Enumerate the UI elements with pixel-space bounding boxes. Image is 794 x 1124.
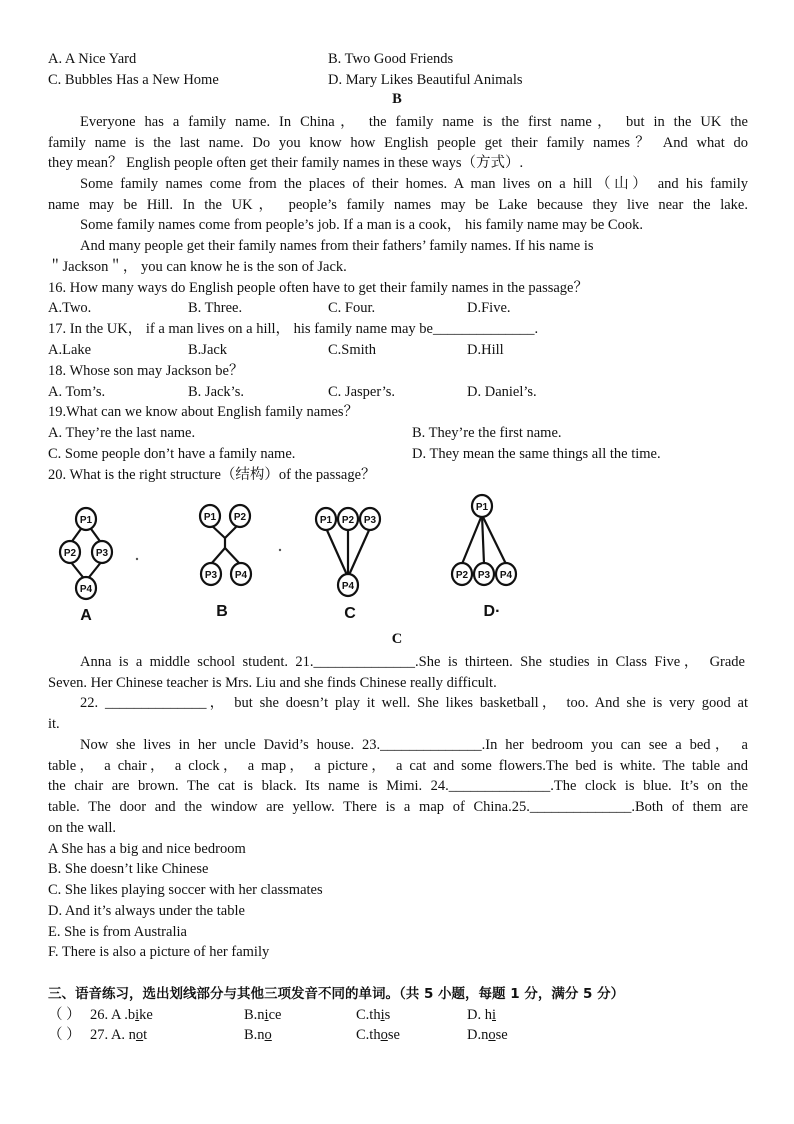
diagram-b-edge [225,548,240,564]
q27-a-suffix: t [143,1027,148,1043]
passage-c-line9: on the wall. [48,820,117,836]
q26-option-b [244,1005,281,1025]
q16-option-a: A.Two. [48,300,92,316]
q27-b-prefix: B.n [244,1027,265,1043]
q17-option-c: C.Smith [328,342,376,358]
diagram-c-edge [349,528,370,575]
passage-c-line1: Anna is a middle school student. 21.______________.She is thirteen. She studies in Class Five， Grade [80,654,745,670]
option-c: C. Bubbles Has a New Home [48,72,219,88]
diagram-d-label-p1: P1 [475,502,489,513]
q16-option-d: D.Five. [467,300,511,316]
q26-c-prefix: C.th [356,1007,381,1023]
diagram-a-label-p1: P1 [79,515,93,526]
q19-option-c: C. Some people don’t have a family name. [48,446,296,462]
diagram-d-edge [482,515,484,564]
diagram-b-label-p2: P2 [233,512,247,523]
diagram-d-label-p3: P3 [477,570,491,581]
q26-b-underline: i [264,1007,269,1023]
q16-option-c: C. Four. [328,300,376,316]
q26-c-suffix: s [384,1007,391,1023]
passage-c-line5: Now she lives in her uncle David’s house. 23.______________.In her bedroom you can see a bed， a [80,737,748,753]
q27-d-suffix: se [495,1027,508,1043]
diagram-c-label-p4: P4 [341,581,355,592]
diagram-a-caption: A [80,607,92,624]
q27-option-a [90,1025,147,1045]
c-option-a: A She has a big and nice bedroom [48,841,246,857]
passage-b-p1-line1: Everyone has a family name. In China， the family name is the first name， but in the UK the [80,114,748,130]
passage-b-p4-line2: ＂Jackson＂， you can know he is the son of Jack. [48,259,347,275]
section-c-heading: C [391,631,403,647]
section-b-heading: B [392,91,402,107]
diagram-d-edge [462,515,482,564]
q26-a-suffix: ke [139,1007,153,1023]
q19-option-d: D. They mean the same things all the time. [412,446,661,462]
q18-option-d: D. Daniel’s. [467,384,537,400]
diagram-c-edge [326,528,347,575]
q26-option-a [90,1005,153,1025]
question-18: 18. Whose son may Jackson be？ [48,363,244,379]
q27-option-d [467,1025,508,1045]
diagram-b-caption: B [216,603,228,620]
q18-option-a: A. Tom’s. [48,384,106,400]
diagram-d-edge [482,515,506,564]
q18-option-c: C. Jasper’s. [328,384,395,400]
passage-c-line2: Seven. Her Chinese teacher is Mrs. Liu and she finds Chinese really difficult. [48,675,497,691]
diagram-c-label-p3: P3 [363,515,377,526]
question-16: 16. How many ways do English people often have to get their family names in the passage？ [48,280,588,296]
passage-c-line7: the chair are brown. The cat is black. Its name is Mimi. 24.______________.The clock is blue. It’s on the [48,778,748,794]
c-option-e: E. She is from Australia [48,924,187,940]
q27-b-underline: o [264,1027,272,1043]
diagram-d-caption: D· [483,603,501,620]
passage-c-line3: 22. ______________， but she doesn’t play it well. She likes basketball， too. And she is very good at [80,695,748,711]
diagram-c-caption: C [344,605,356,622]
diagram-c-label-p1: P1 [319,515,333,526]
passage-b-p3: Some family names come from people’s job. If a man is a cook， his family name may be Cook. [80,217,643,233]
c-option-f: F. There is also a picture of her family [48,944,270,960]
q26-c-underline: i [380,1007,385,1023]
c-option-c: C. She likes playing soccer with her classmates [48,882,323,898]
q27-blank: （ ） [48,1027,81,1043]
diagram-a-label-p3: P3 [95,548,109,559]
q26-a-prefix: 26. A .b [90,1007,136,1023]
option-b: B. Two Good Friends [328,51,454,67]
q27-c-prefix: C.th [356,1027,381,1043]
q26-b-prefix: B.n [244,1007,265,1023]
diagram-d-label-p4: P4 [499,570,513,581]
structure-diagrams [40,488,560,628]
section-3-title: 三、语音练习，选出划线部分与其他三项发音不同的单词。（共 5 小题，每题 1 分，满分 5 分） [48,986,625,1002]
q27-c-suffix: se [387,1027,400,1043]
passage-b-p2-line1: Some family names come from the places of their homes. A man lives on a hill（山） and his family [80,176,748,192]
q26-blank: （ ） [48,1007,81,1023]
c-option-b: B. She doesn’t like Chinese [48,861,209,877]
q26-option-c [356,1005,390,1025]
q16-option-b: B. Three. [188,300,243,316]
passage-c-line4: it. [48,716,60,732]
q27-a-underline: o [135,1027,144,1043]
q17-option-a: A.Lake [48,342,92,358]
q27-option-b [244,1025,272,1045]
diagram-b-edge [211,548,225,564]
passage-b-p1-line3: they mean？ English people often get their family names in these ways（方式）. [48,155,524,171]
q27-a-prefix: 27. A. n [90,1027,136,1043]
question-20: 20. What is the right structure（结构）of the passage？ [48,467,376,483]
diagram-a-label-p2: P2 [63,548,77,559]
q26-a-underline: i [135,1007,140,1023]
q26-b-suffix: ce [268,1007,282,1023]
c-option-d: D. And it’s always under the table [48,903,245,919]
q17-option-d: D.Hill [467,342,504,358]
stray-dot [136,558,138,560]
q26-d-underline: i [491,1007,497,1023]
passage-b-p4-line1: And many people get their family names from their fathers’ family names. If his name is [80,238,594,254]
q17-option-b: B.Jack [188,342,228,358]
diagram-b-label-p3: P3 [204,570,218,581]
diagram-b-label-p4: P4 [234,570,248,581]
q26-d-prefix: D. h [467,1007,492,1023]
question-17: 17. In the UK， if a man lives on a hill， his family name may be______________. [48,321,539,337]
q27-d-prefix: D.n [467,1027,489,1043]
diagram-c-label-p2: P2 [341,515,355,526]
q19-option-a: A. They’re the last name. [48,425,196,441]
q18-option-b: B. Jack’s. [188,384,244,400]
question-19: 19.What can we know about English family names？ [48,404,359,420]
passage-b-p1-line2: family name is the last name. Do you know how English people get their family names？ And what do [48,135,748,151]
diagram-a-label-p4: P4 [79,584,93,595]
passage-b-p2-line2: name may be Hill. In the UK， people’s family names may be Lake because they live near the lake. [48,197,748,213]
q27-c-underline: o [380,1027,388,1043]
q26-option-d [467,1005,496,1025]
stray-dot [279,549,281,551]
option-a: A. A Nice Yard [48,51,137,67]
diagram-b-label-p1: P1 [203,512,217,523]
diagram-d-label-p2: P2 [455,570,469,581]
q27-option-c [356,1025,400,1045]
q19-option-b: B. They’re the first name. [412,425,562,441]
option-d: D. Mary Likes Beautiful Animals [328,72,523,88]
passage-c-line6: table， a chair， a clock， a map， a picture， a cat and some flowers.The bed is white. The table and [48,758,748,774]
passage-c-line8: table. The door and the window are yellow. There is a map of China.25.______________.Both of them are [48,799,748,815]
q27-d-underline: o [488,1027,496,1043]
